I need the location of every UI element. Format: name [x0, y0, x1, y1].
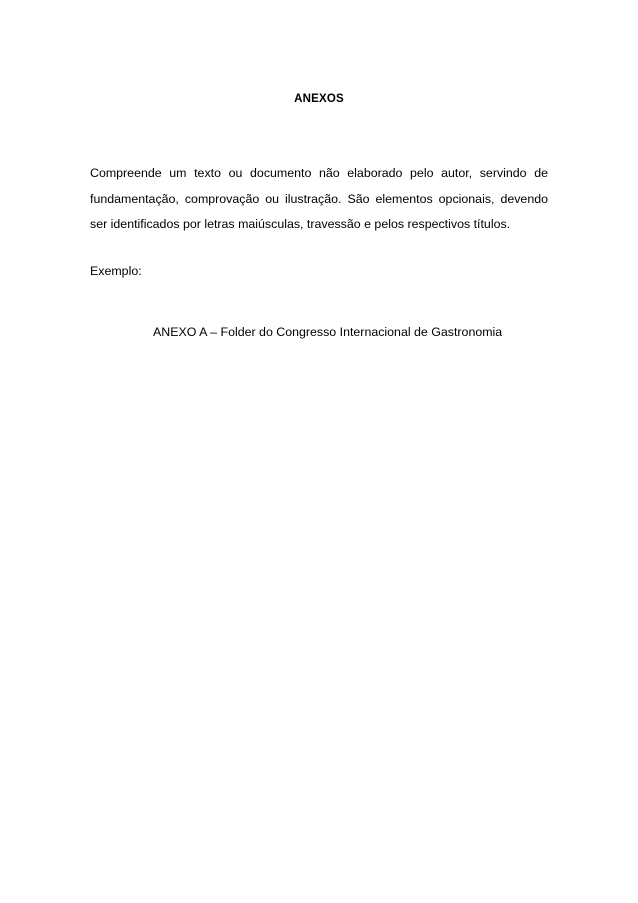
page-title: ANEXOS: [294, 93, 344, 105]
annex-example-item: ANEXO A – Folder do Congresso Internacional de Gastronomia: [153, 325, 503, 339]
body-paragraph: Compreende um texto ou documento não elaborado pelo autor, servindo de fundamentação, comprovação ou ilustração. São elementos opcionais, devendo ser identificados por letras maiúsculas, travessão e pelos respectivos títulos.: [90, 166, 548, 231]
example-label: Exemplo:: [90, 264, 142, 278]
